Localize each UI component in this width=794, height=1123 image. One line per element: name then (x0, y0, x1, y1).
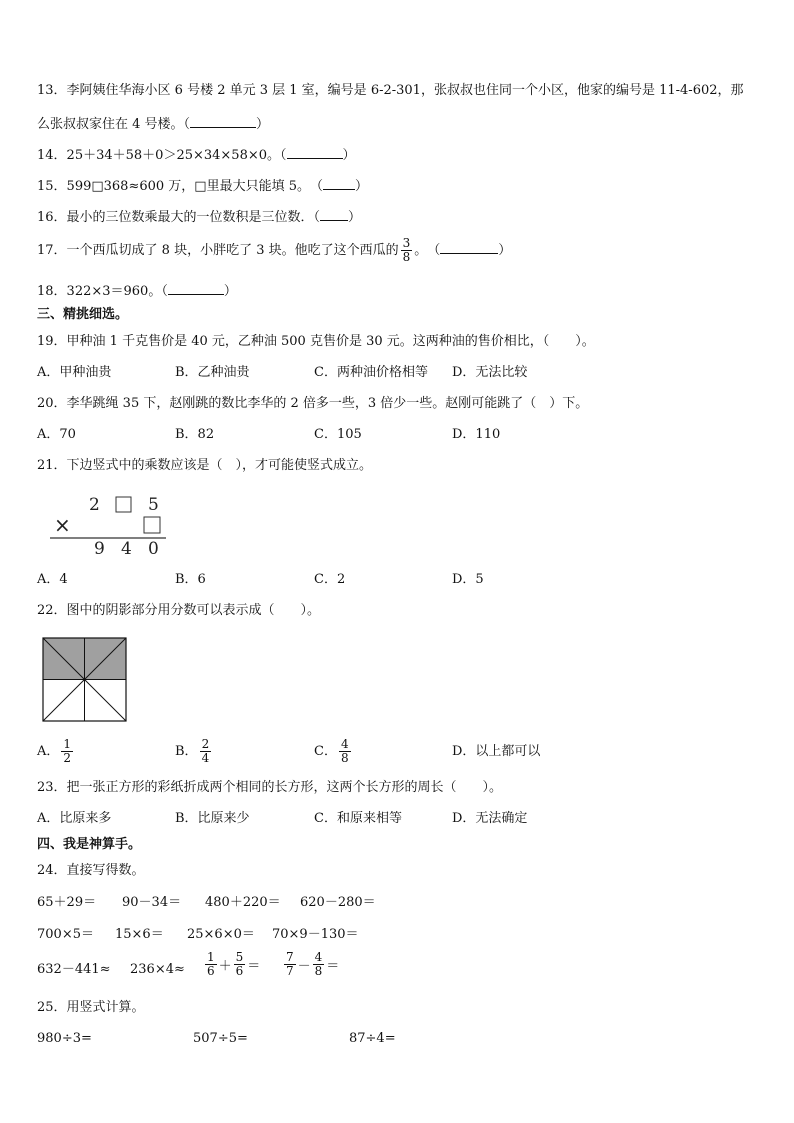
option-b[interactable]: B．乙种油贵 (175, 365, 250, 380)
answer-blank[interactable] (320, 207, 348, 221)
fraction: $\frac{4}{8}$ (340, 737, 349, 765)
question-23: 23．把一张正方形的彩纸折成两个相同的长方形，这两个长方形的周长（ ）。 (37, 780, 503, 795)
calc-item: 15×6＝ (115, 927, 164, 942)
multiplier-blank-box[interactable] (144, 517, 160, 533)
option-d[interactable]: D．以上都可以 (452, 744, 541, 759)
answer-blank[interactable] (190, 114, 256, 128)
option-d[interactable]: D．110 (452, 427, 501, 442)
digit: 4 (121, 539, 132, 559)
multiply-sign: × (54, 513, 71, 537)
question-18: 18．322×3＝960。（ ） (37, 281, 237, 301)
option-d[interactable]: D．无法确定 (452, 811, 528, 826)
fraction-calc-item: $\frac{7}{7}$ － $\frac{4}{8}$ ＝ (286, 950, 340, 978)
option-a[interactable]: A．4 (37, 572, 68, 587)
question-21: 21．下边竖式中的乘数应该是（ ），才可能使竖式成立。 (37, 458, 373, 473)
question-16: 16．最小的三位数乘最大的一位数积是三位数．（ ） (37, 207, 361, 227)
calc-item: 700×5＝ (37, 927, 94, 942)
answer-blank[interactable] (287, 145, 343, 159)
section-heading-3: 三、精挑细选。 (37, 307, 129, 322)
digit: 2 (89, 495, 100, 515)
option-a[interactable]: A．甲种油贵 (37, 365, 112, 380)
question-15: 15．599□368≈600 万，□里最大只能填 5。 （ ） (37, 176, 368, 196)
division-item: 87÷4= (349, 1031, 396, 1046)
option-a[interactable]: A．70 (37, 427, 76, 442)
blank-box[interactable] (116, 497, 131, 512)
question-24: 24．直接写得数。 (37, 863, 145, 878)
question-20: 20．李华跳绳 35 下，赵刚跳的数比李华的 2 倍多一些，3 倍少一些。赵刚可能跳了（ ）下。 (37, 396, 589, 411)
section-heading-4: 四、我是神算手。 (37, 837, 142, 852)
question-13-line1: 13．李阿姨住华海小区 6 号楼 2 单元 3 层 1 室，编号是 6-2-301，张叔叔也住同一个小区，他家的编号是 11-4-602，那 (37, 83, 744, 98)
division-item: 980÷3= (37, 1031, 92, 1046)
option-c[interactable]: C． $\frac{4}{8}$ (314, 737, 349, 765)
option-b[interactable]: B．82 (175, 427, 215, 442)
calc-item: 25×6×0＝ (187, 927, 255, 942)
fraction: $\frac{2}{4}$ (201, 737, 210, 765)
division-item: 507÷5= (193, 1031, 248, 1046)
option-d[interactable]: D．无法比较 (452, 365, 528, 380)
question-25: 25．用竖式计算。 (37, 1000, 145, 1015)
question-17: 17．一个西瓜切成了 8 块，小胖吃了 3 块。他吃了这个西瓜的 $\frac{3}{8}$ 。 （ ） (37, 236, 512, 264)
answer-blank[interactable] (440, 240, 498, 254)
option-c[interactable]: C．和原来相等 (314, 811, 402, 826)
calc-item: 620－280＝ (300, 895, 376, 910)
fraction-calc-item: $\frac{1}{6}$ ＋ $\frac{5}{6}$ ＝ (207, 950, 261, 978)
answer-blank[interactable] (168, 281, 224, 295)
fraction: $\frac{3}{8}$ (402, 236, 411, 264)
digit: 0 (148, 539, 159, 559)
option-c[interactable]: C．105 (314, 427, 362, 442)
question-22: 22．图中的阴影部分用分数可以表示成（ ）。 (37, 603, 321, 618)
fraction: $\frac{1}{2}$ (63, 737, 72, 765)
calc-item: 236×4≈ (130, 962, 185, 977)
calc-item: 632－441≈ (37, 962, 111, 977)
option-d[interactable]: D．5 (452, 572, 484, 587)
option-c[interactable]: C．2 (314, 572, 346, 587)
option-b[interactable]: B． $\frac{2}{4}$ (175, 737, 210, 765)
option-c[interactable]: C．两种油价格相等 (314, 365, 428, 380)
option-a[interactable]: A． $\frac{1}{2}$ (37, 737, 72, 765)
shaded-square-figure (42, 637, 127, 722)
question-19: 19．甲种油 1 千克售价是 40 元，乙种油 500 克售价是 30 元。这两种油的售价相比，（ ）。 (37, 334, 595, 349)
calc-item: 480＋220＝ (205, 895, 281, 910)
vertical-multiplication (44, 490, 174, 560)
question-14: 14．25＋34＋58＋0＞25×34×58×0。（ ） (37, 145, 356, 165)
question-13-line2: 么张叔叔家住在 4 号楼。（ ） (37, 114, 269, 134)
calc-item: 70×9－130＝ (272, 927, 359, 942)
digit: 5 (148, 495, 159, 515)
calc-item: 65＋29＝ (37, 895, 97, 910)
option-b[interactable]: B．6 (175, 572, 206, 587)
answer-blank[interactable] (323, 176, 355, 190)
calc-item: 90－34＝ (122, 895, 182, 910)
digit: 9 (94, 539, 105, 559)
option-a[interactable]: A．比原来多 (37, 811, 112, 826)
option-b[interactable]: B．比原来少 (175, 811, 250, 826)
